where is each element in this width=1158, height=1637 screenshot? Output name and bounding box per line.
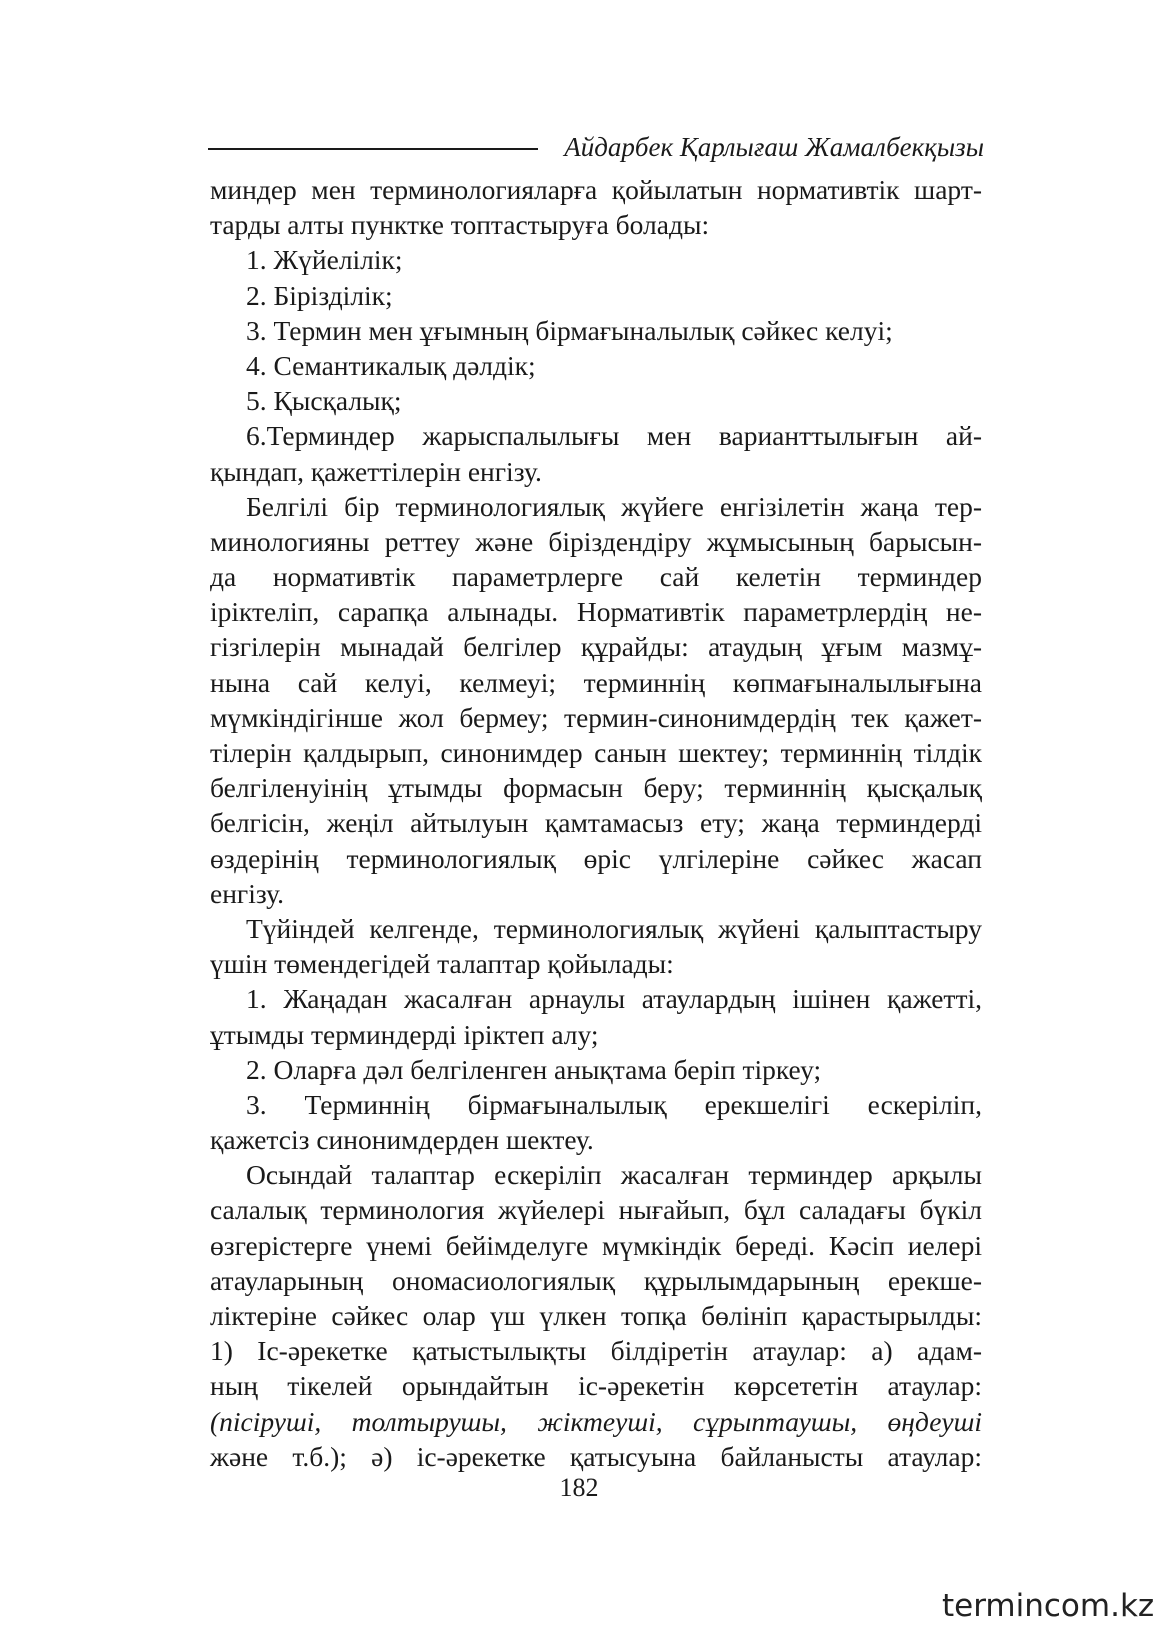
text-line: минологияны реттеу және біріздендіру жұмысының барысын- — [210, 525, 982, 557]
running-header — [208, 128, 984, 168]
paragraph-start: Түйіндей келгенде, терминологиялық жүйені қалыптастыру — [246, 912, 982, 944]
text-line: және т.б.); ә) іс-әрекетке қатысуына байланысты атаулар: — [210, 1440, 982, 1472]
text-line: үшін төмендегідей талаптар қойылады: — [210, 948, 674, 980]
text-line: мүмкіндігінше жол бермеу; термин-синонимдердің тек қажет- — [210, 701, 982, 733]
page-number: 182 — [559, 1473, 599, 1502]
list-item: 3. Терминнің бірмағыналылық ерекшелігі ескеріліп, — [246, 1088, 982, 1120]
text-line: қындап, қажеттілерін енгізу. — [210, 455, 542, 487]
text-line: белгіленуінің ұтымды формасын беру; терминнің қысқалық — [210, 772, 982, 804]
text-line: 1) Іс-әрекетке қатыстылықты білдіретін атаулар: а) адам- — [210, 1335, 982, 1367]
text-line: гізгілерін мынадай белгілер құрайды: атаудың ұғым мазмұ- — [210, 631, 982, 663]
text-line-italic: (пісіруші, толтырушы, жіктеуші, сұрыптаушы, өңдеуші — [210, 1405, 982, 1437]
list-item: 2. Бірізділік; — [246, 279, 393, 311]
paragraph-start: Белгілі бір терминологиялық жүйеге енгізілетін жаңа тер- — [246, 490, 982, 522]
list-item: 4. Семантикалық дәлдік; — [246, 349, 536, 381]
list-item: 5. Қысқалық; — [246, 385, 402, 417]
text-line: ліктеріне сәйкес олар үш үлкен топқа бөлініп қарастырылды: — [210, 1300, 982, 1331]
text-line: тілерін қалдырып, синонимдер санын шектеу; терминнің тілдік — [210, 737, 982, 768]
text-line: ұтымды терминдерді іріктеп алу; — [210, 1018, 599, 1050]
list-item: 3. Термин мен ұғымның бірмағыналылық сәйкес келуі; — [246, 314, 893, 346]
text-line: миндер мен терминологияларға қойылатын нормативтік шарт- — [210, 174, 982, 205]
text-line: белгісін, жеңіл айтылуын қамтамасыз ету; жаңа терминдерді — [210, 807, 982, 839]
text-line: өзгерістерге үнемі бейімделуге мүмкіндік береді. Кәсіп иелері — [210, 1229, 982, 1261]
text-line: іріктеліп, сарапқа алынады. Нормативтік параметрлердің не- — [210, 596, 982, 628]
list-item: 6.Терминдер жарыспалылығы мен варианттылығын ай- — [246, 420, 982, 452]
text-line: тарды алты пунктке топтастыруға болады: — [210, 209, 710, 241]
header-author: Айдарбек Қарлығаш Жамалбекқызы — [564, 132, 984, 162]
header-rule — [208, 148, 538, 150]
text-line: салалық терминология жүйелері нығайып, бұл саладағы бүкіл — [210, 1194, 982, 1226]
text-line: қажетсіз синонимдерден шектеу. — [210, 1124, 594, 1156]
text-line: өздерінің терминологиялық өріс үлгілеріне сәйкес жасап — [210, 842, 982, 874]
text-line: ның тікелей орындайтын іс-әрекетін көрсететін атаулар: — [210, 1370, 982, 1402]
text-line: нына сай келуі, келмеуі; терминнің көпмағыналылығына — [210, 666, 982, 698]
list-item: 1. Жаңадан жасалған арнаулы атаулардың ішінен қажетті, — [246, 983, 982, 1015]
body-text — [210, 172, 982, 1474]
paragraph-start: Осындай талаптар ескеріліп жасалған терминдер арқылы — [246, 1159, 982, 1191]
list-item: 2. Оларға дәл белгіленген анықтама беріп тіркеу; — [246, 1053, 822, 1085]
text-line: енгізу. — [210, 877, 285, 909]
watermark-logo: termincom.kz — [942, 1588, 1155, 1624]
text-line: атауларының ономасиологиялық құрылымдарының ерекше- — [210, 1264, 982, 1296]
list-item: 1. Жүйелілік; — [246, 244, 403, 276]
text-line: да нормативтік параметрлерге сай келетін терминдер — [210, 561, 982, 593]
